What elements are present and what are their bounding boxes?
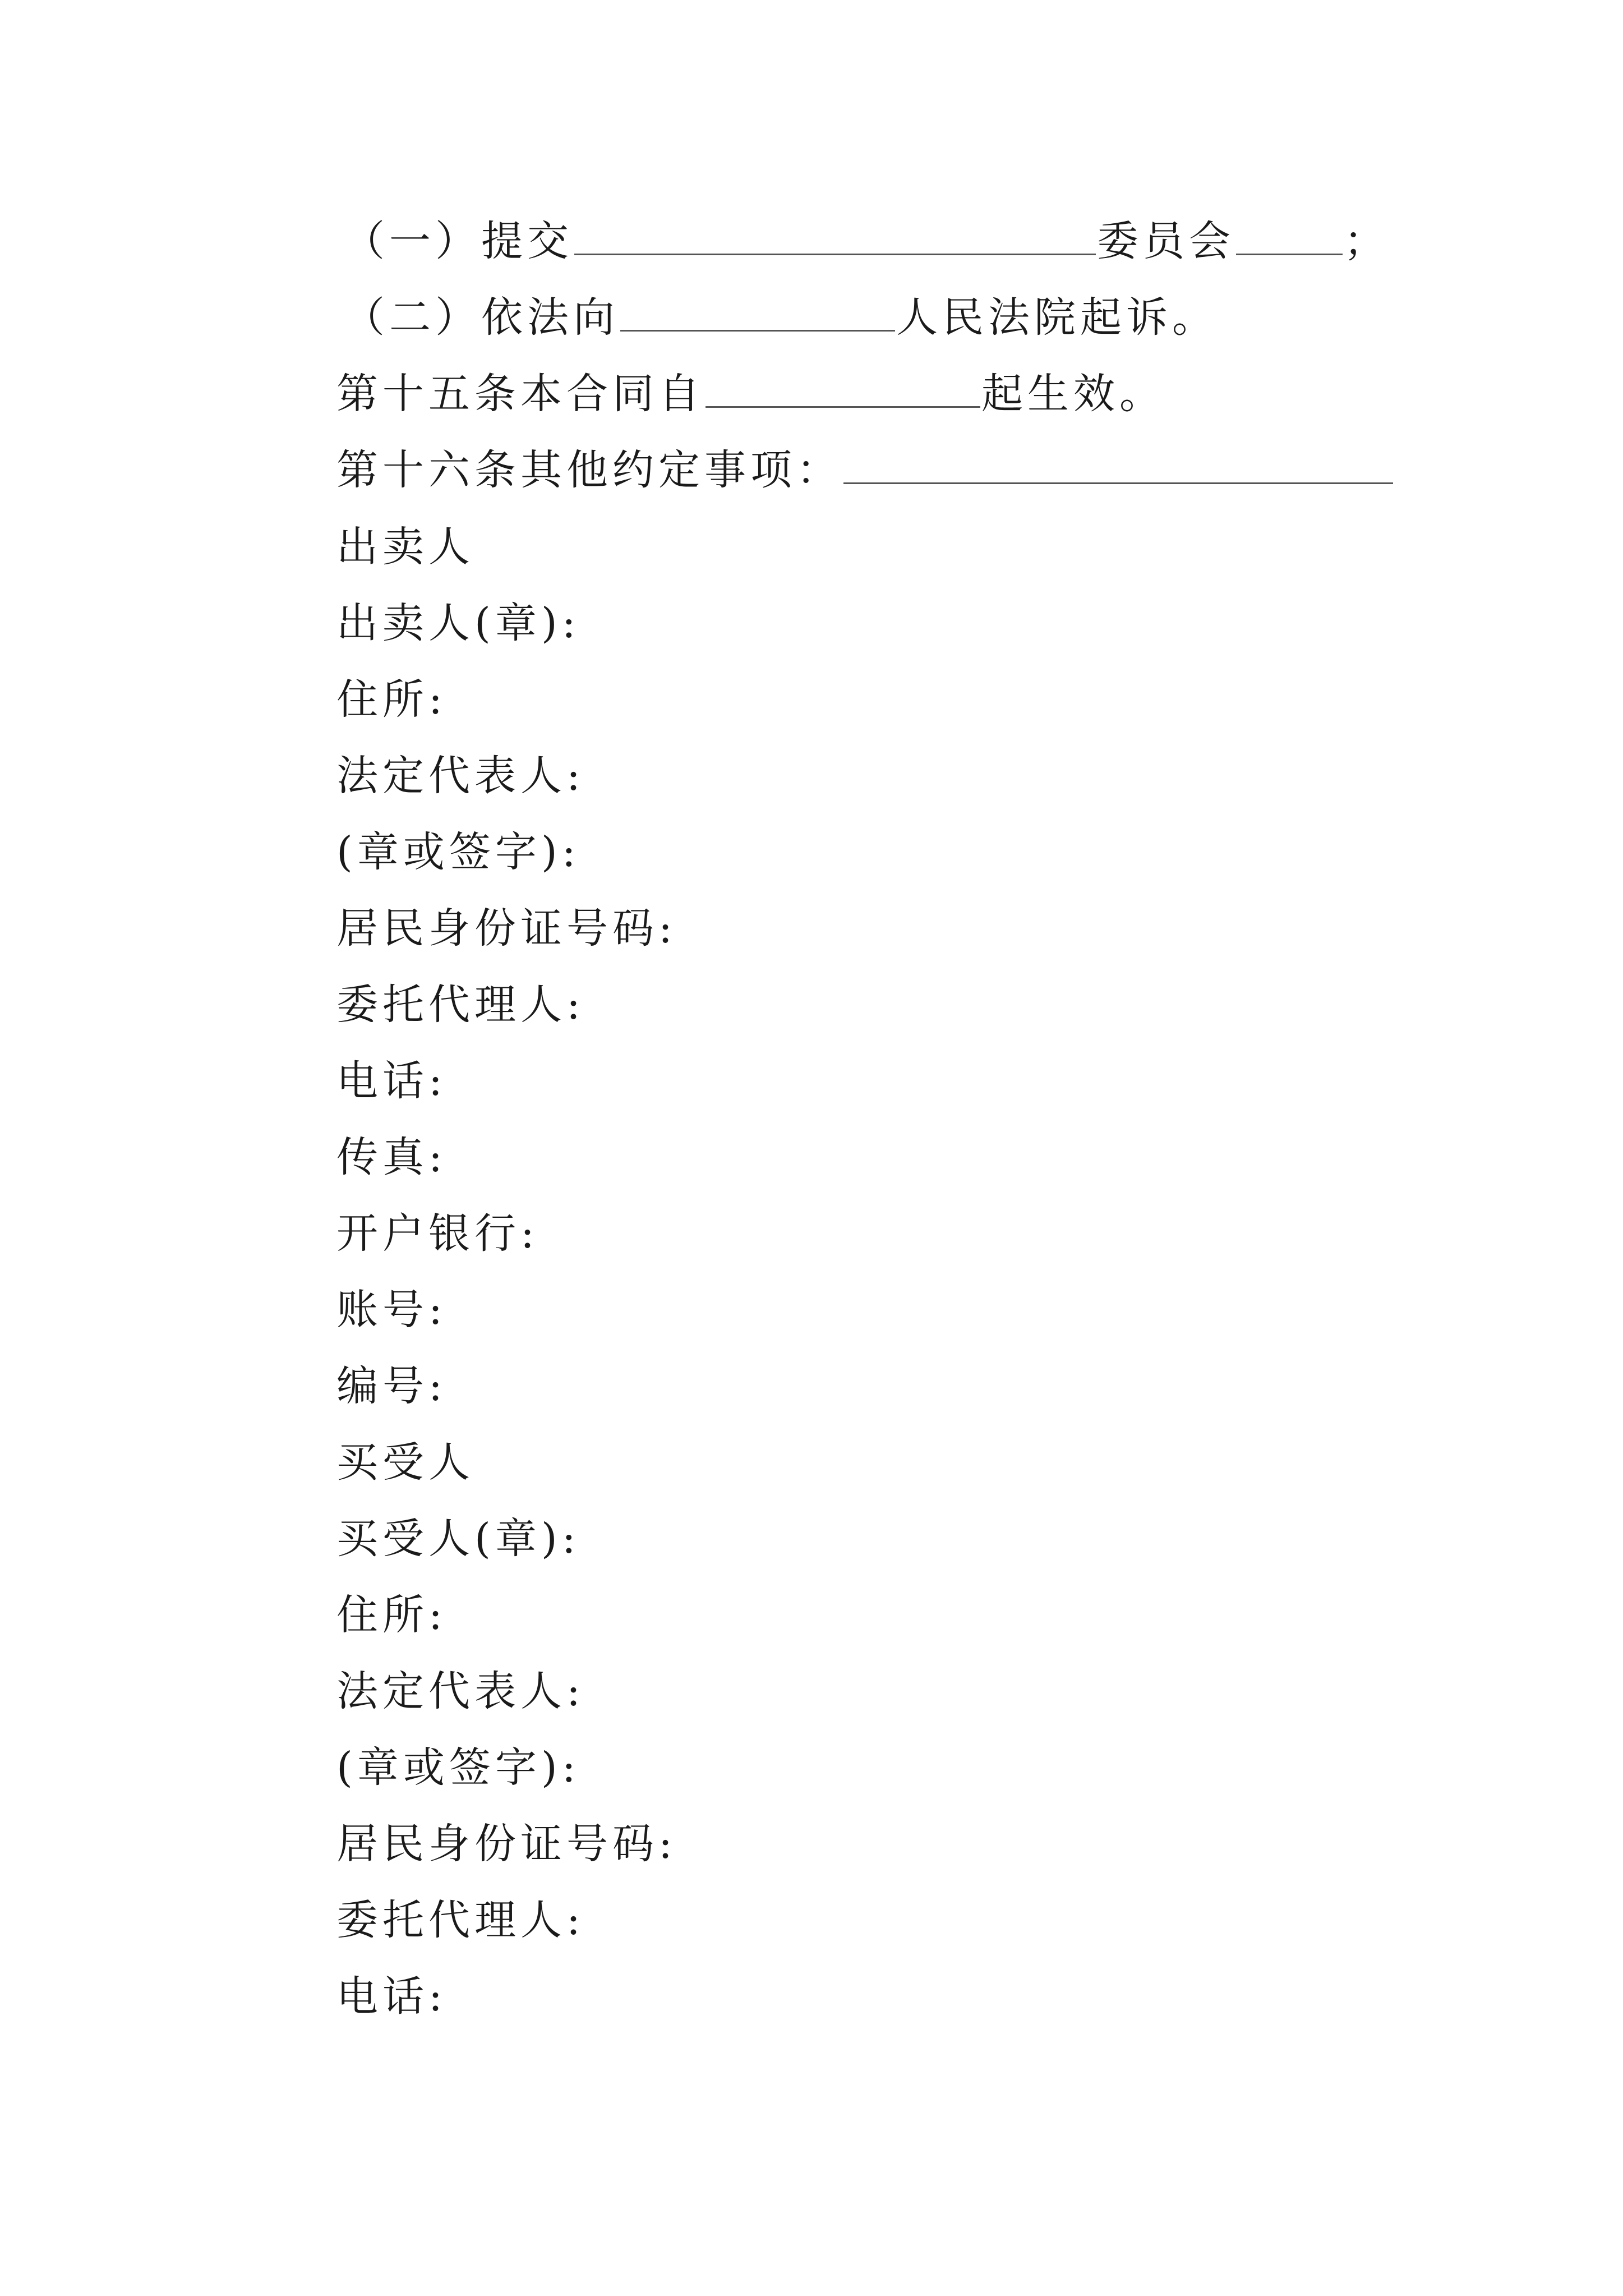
- party-line: 开户银行:: [336, 1209, 539, 1258]
- blank-line: [843, 449, 1393, 484]
- blank-line: [706, 372, 980, 408]
- party-line: 出卖人: [336, 523, 474, 571]
- clause-text: 起生效。: [981, 370, 1165, 418]
- blank-line: [620, 296, 895, 332]
- article-15: [336, 366, 1165, 422]
- party-signature-block: [336, 519, 677, 2045]
- party-line: 住所:: [336, 1591, 447, 1639]
- clause-submit-arbitration: [343, 213, 1390, 269]
- party-line: 法定代表人:: [336, 752, 585, 800]
- party-line: 委托代理人:: [336, 981, 585, 1029]
- party-line: 居民身份证号码:: [336, 904, 677, 953]
- party-line: (章或签字):: [336, 1743, 580, 1792]
- article-16: [336, 442, 1394, 498]
- party-line: 委托代理人:: [336, 1896, 585, 1944]
- clause-text: 人民法院起诉。: [896, 293, 1218, 342]
- party-line: 住所:: [336, 675, 447, 724]
- blank-line: [1236, 220, 1343, 255]
- blank-line: [574, 220, 1096, 255]
- party-line: 电话:: [336, 1057, 447, 1105]
- party-line: 买受人: [336, 1438, 474, 1487]
- party-line: 编号:: [336, 1362, 447, 1410]
- clause-text: 第十六条其他约定事项：: [336, 446, 842, 494]
- party-line: 电话:: [336, 1972, 447, 2021]
- party-line: 账号:: [336, 1286, 447, 1334]
- clause-text: ；: [1344, 217, 1390, 265]
- party-line: 出卖人(章):: [336, 599, 580, 647]
- clause-court-litigation: [343, 289, 1218, 346]
- clause-text: （二）依法向: [343, 293, 619, 342]
- party-line: 传真:: [336, 1133, 447, 1181]
- clause-text: 第十五条本合同自: [336, 370, 704, 418]
- party-line: (章或签字):: [336, 828, 580, 876]
- party-line: 居民身份证号码:: [336, 1820, 677, 1868]
- clause-text: （一）提交: [343, 217, 573, 265]
- clause-text: 委员会: [1097, 217, 1235, 265]
- party-line: 法定代表人:: [336, 1667, 585, 1715]
- party-line: 买受人(章):: [336, 1515, 580, 1563]
